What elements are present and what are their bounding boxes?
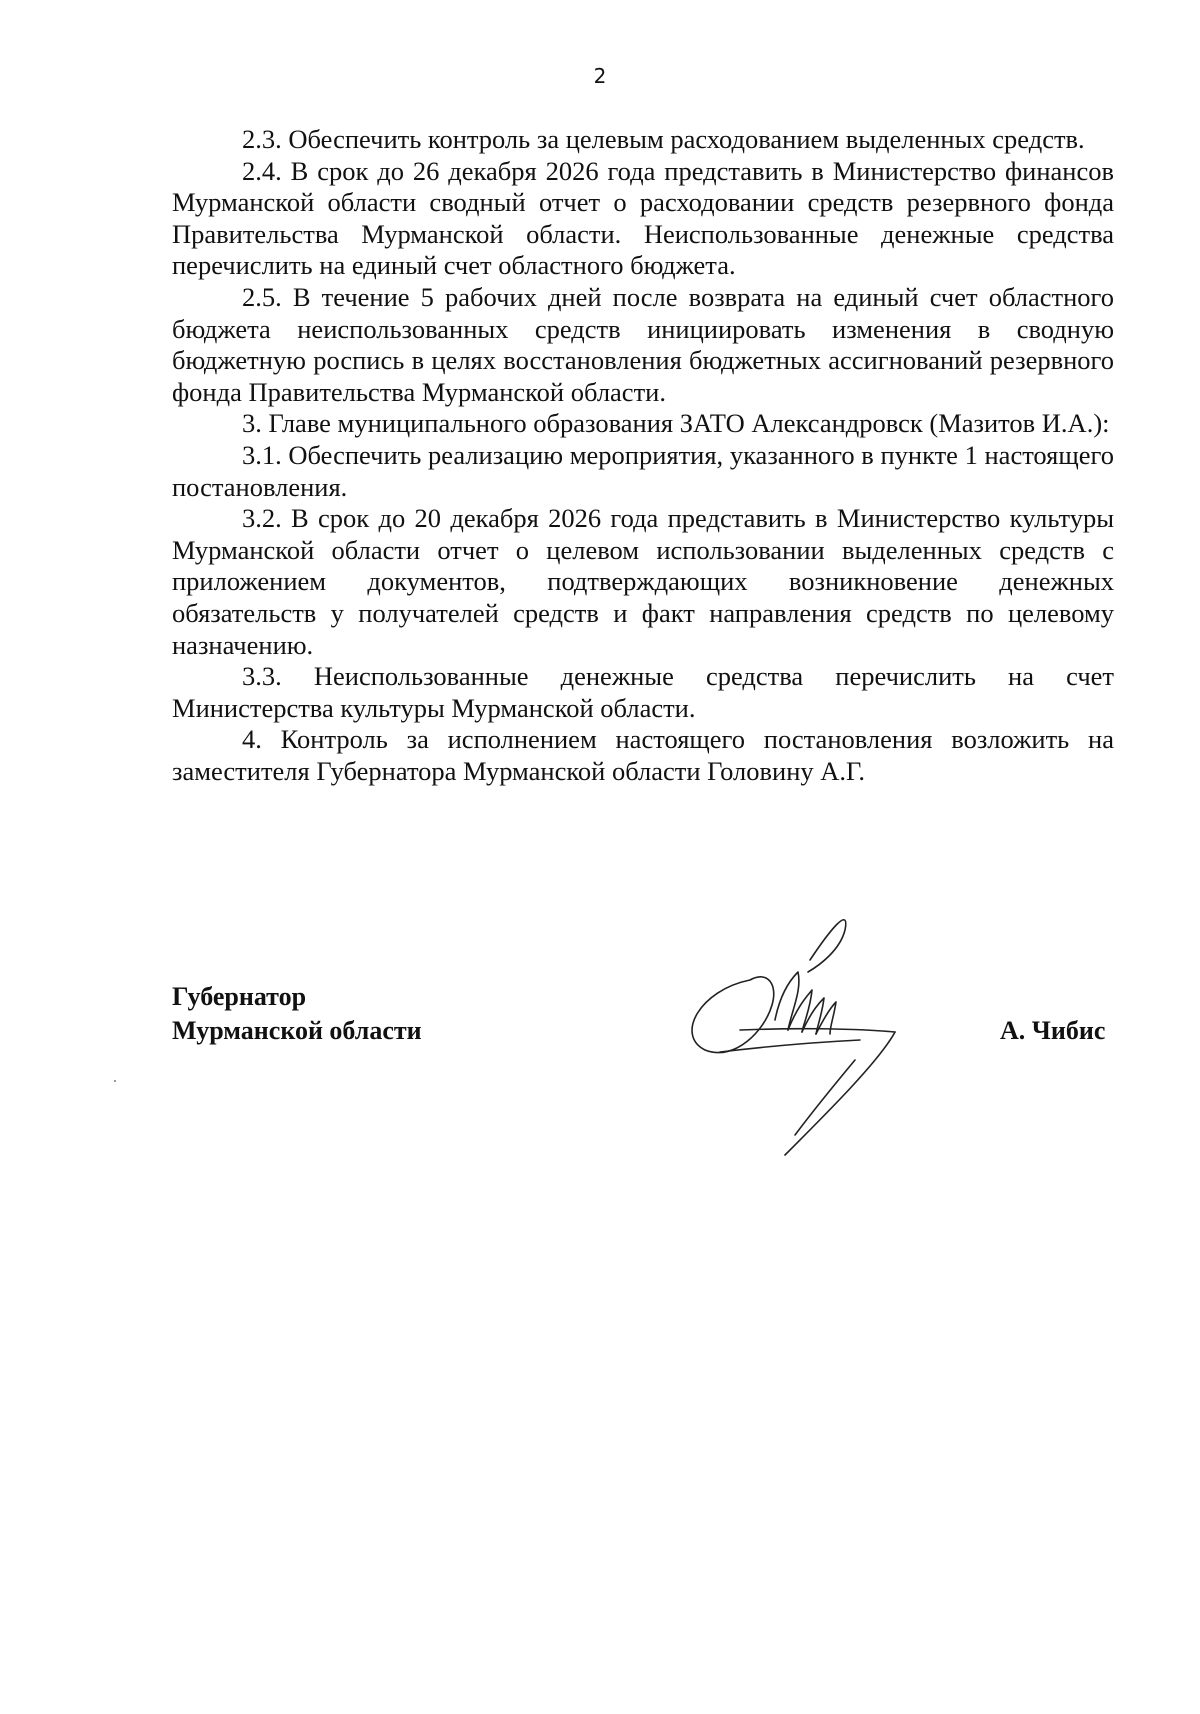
signer-title [172,980,422,1048]
paragraph-3: 3. Главе муниципального образования ЗАТО Александровск (Мазитов И.А.): [242,408,1110,439]
paragraph-3-3: 3.3. Неиспользованные денежные средства перечислить на счет Министерства культуры Мурманской области. [172,661,1114,723]
document-body [172,124,1114,787]
paragraph-2-5: 2.5. В течение 5 рабочих дней после возврата на единый счет областного бюджета неиспользованных средств инициировать изменения в сводную бюджетную роспись в целях восстановления бюджетных ассигнований резервного фонда Правительства Мурманской области. [172,281,1114,407]
scan-artifact [114,1080,116,1082]
signer-title-line-2: Мурманской области [172,1016,422,1045]
signer-name: А. Чибис [1000,1016,1106,1045]
paragraph-3-1: 3.1. Обеспечить реализацию мероприятия, указанного в пункте 1 настоящего постановления. [172,439,1114,502]
handwritten-signature [680,910,940,1170]
paragraph-3-2: 3.2. В срок до 20 декабря 2026 года представить в Министерство культуры Мурманской области отчет о целевом использовании выделенных средств с приложением документов, подтверждающих возникновение денежных обязательств у получателей средств и факт направления средств по целевому назначению. [172,503,1114,660]
signer-title-line-1: Губернатор [172,982,307,1011]
paragraph-2-4: 2.4. В срок до 26 декабря 2026 года представить в Министерство финансов Мурманской области сводный отчет о расходовании средств резервного фонда Правительства Мурманской области. Неиспользованные денежные средства перечислить на единый счет областного бюджета. [172,155,1114,281]
paragraph-2-3: 2.3. Обеспечить контроль за целевым расходованием выделенных средств. [242,124,1085,154]
page-number: 2 [593,64,607,88]
paragraph-4: 4. Контроль за исполнением настоящего постановления возложить на заместителя Губернатора Мурманской области Головину А.Г. [172,724,1114,786]
